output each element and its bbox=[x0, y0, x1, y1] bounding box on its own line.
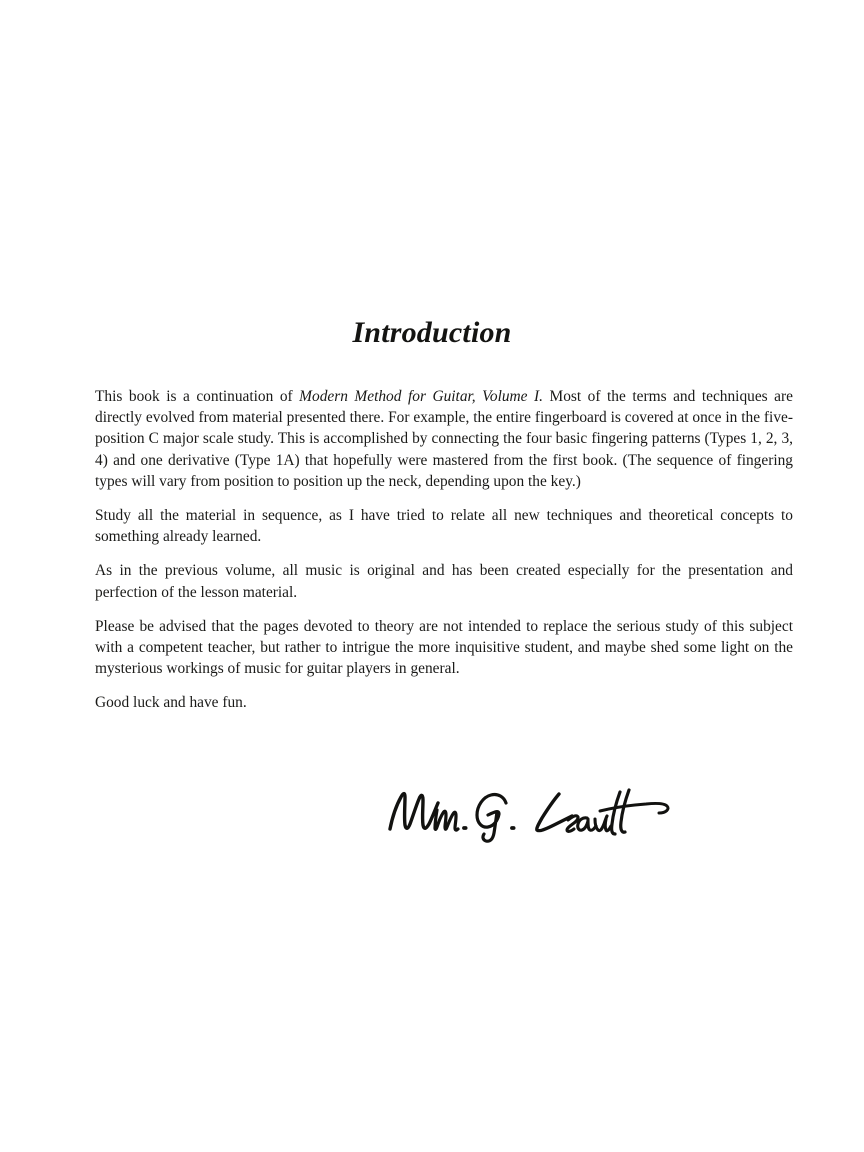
paragraph-5-closing: Good luck and have fun. bbox=[95, 694, 247, 712]
page-title: Introduction bbox=[352, 316, 512, 350]
paragraph-1-rest: Most of the terms and techniques are directly evolved from material presented there. For example, the entire fingerboard is covered at once in the five-position C major scale study. This is accomplished by connecting the four basic fingering patterns (Types 1, 2, 3, 4) and one derivative (Type 1A) that hopefully were mastered from the first book. (The sequence of fingering types will vary from position to position up the neck, depending upon the key.) bbox=[95, 388, 793, 490]
paragraph-4: Please be advised that the pages devoted to theory are not intended to replace the serious study of this subject with a competent teacher, but rather to intrigue the more inquisitive student, and maybe shed some light on the mysterious workings of music for guitar players in general. bbox=[95, 617, 793, 678]
referenced-book-title: Modern Method for Guitar, Volume I. bbox=[299, 388, 543, 405]
paragraph-3: As in the previous volume, all music is original and has been created especially for the presentation and perfection of the lesson material. bbox=[95, 562, 793, 601]
paragraph-1-lead: This book is a continuation of bbox=[95, 388, 300, 405]
paragraph-1 bbox=[95, 386, 793, 492]
author-signature bbox=[384, 779, 674, 843]
body-text-column bbox=[95, 386, 793, 714]
paragraph-2: Study all the material in sequence, as I have tried to relate all new techniques and theoretical concepts to something already learned. bbox=[95, 507, 793, 546]
signature-script-icon bbox=[384, 779, 674, 843]
